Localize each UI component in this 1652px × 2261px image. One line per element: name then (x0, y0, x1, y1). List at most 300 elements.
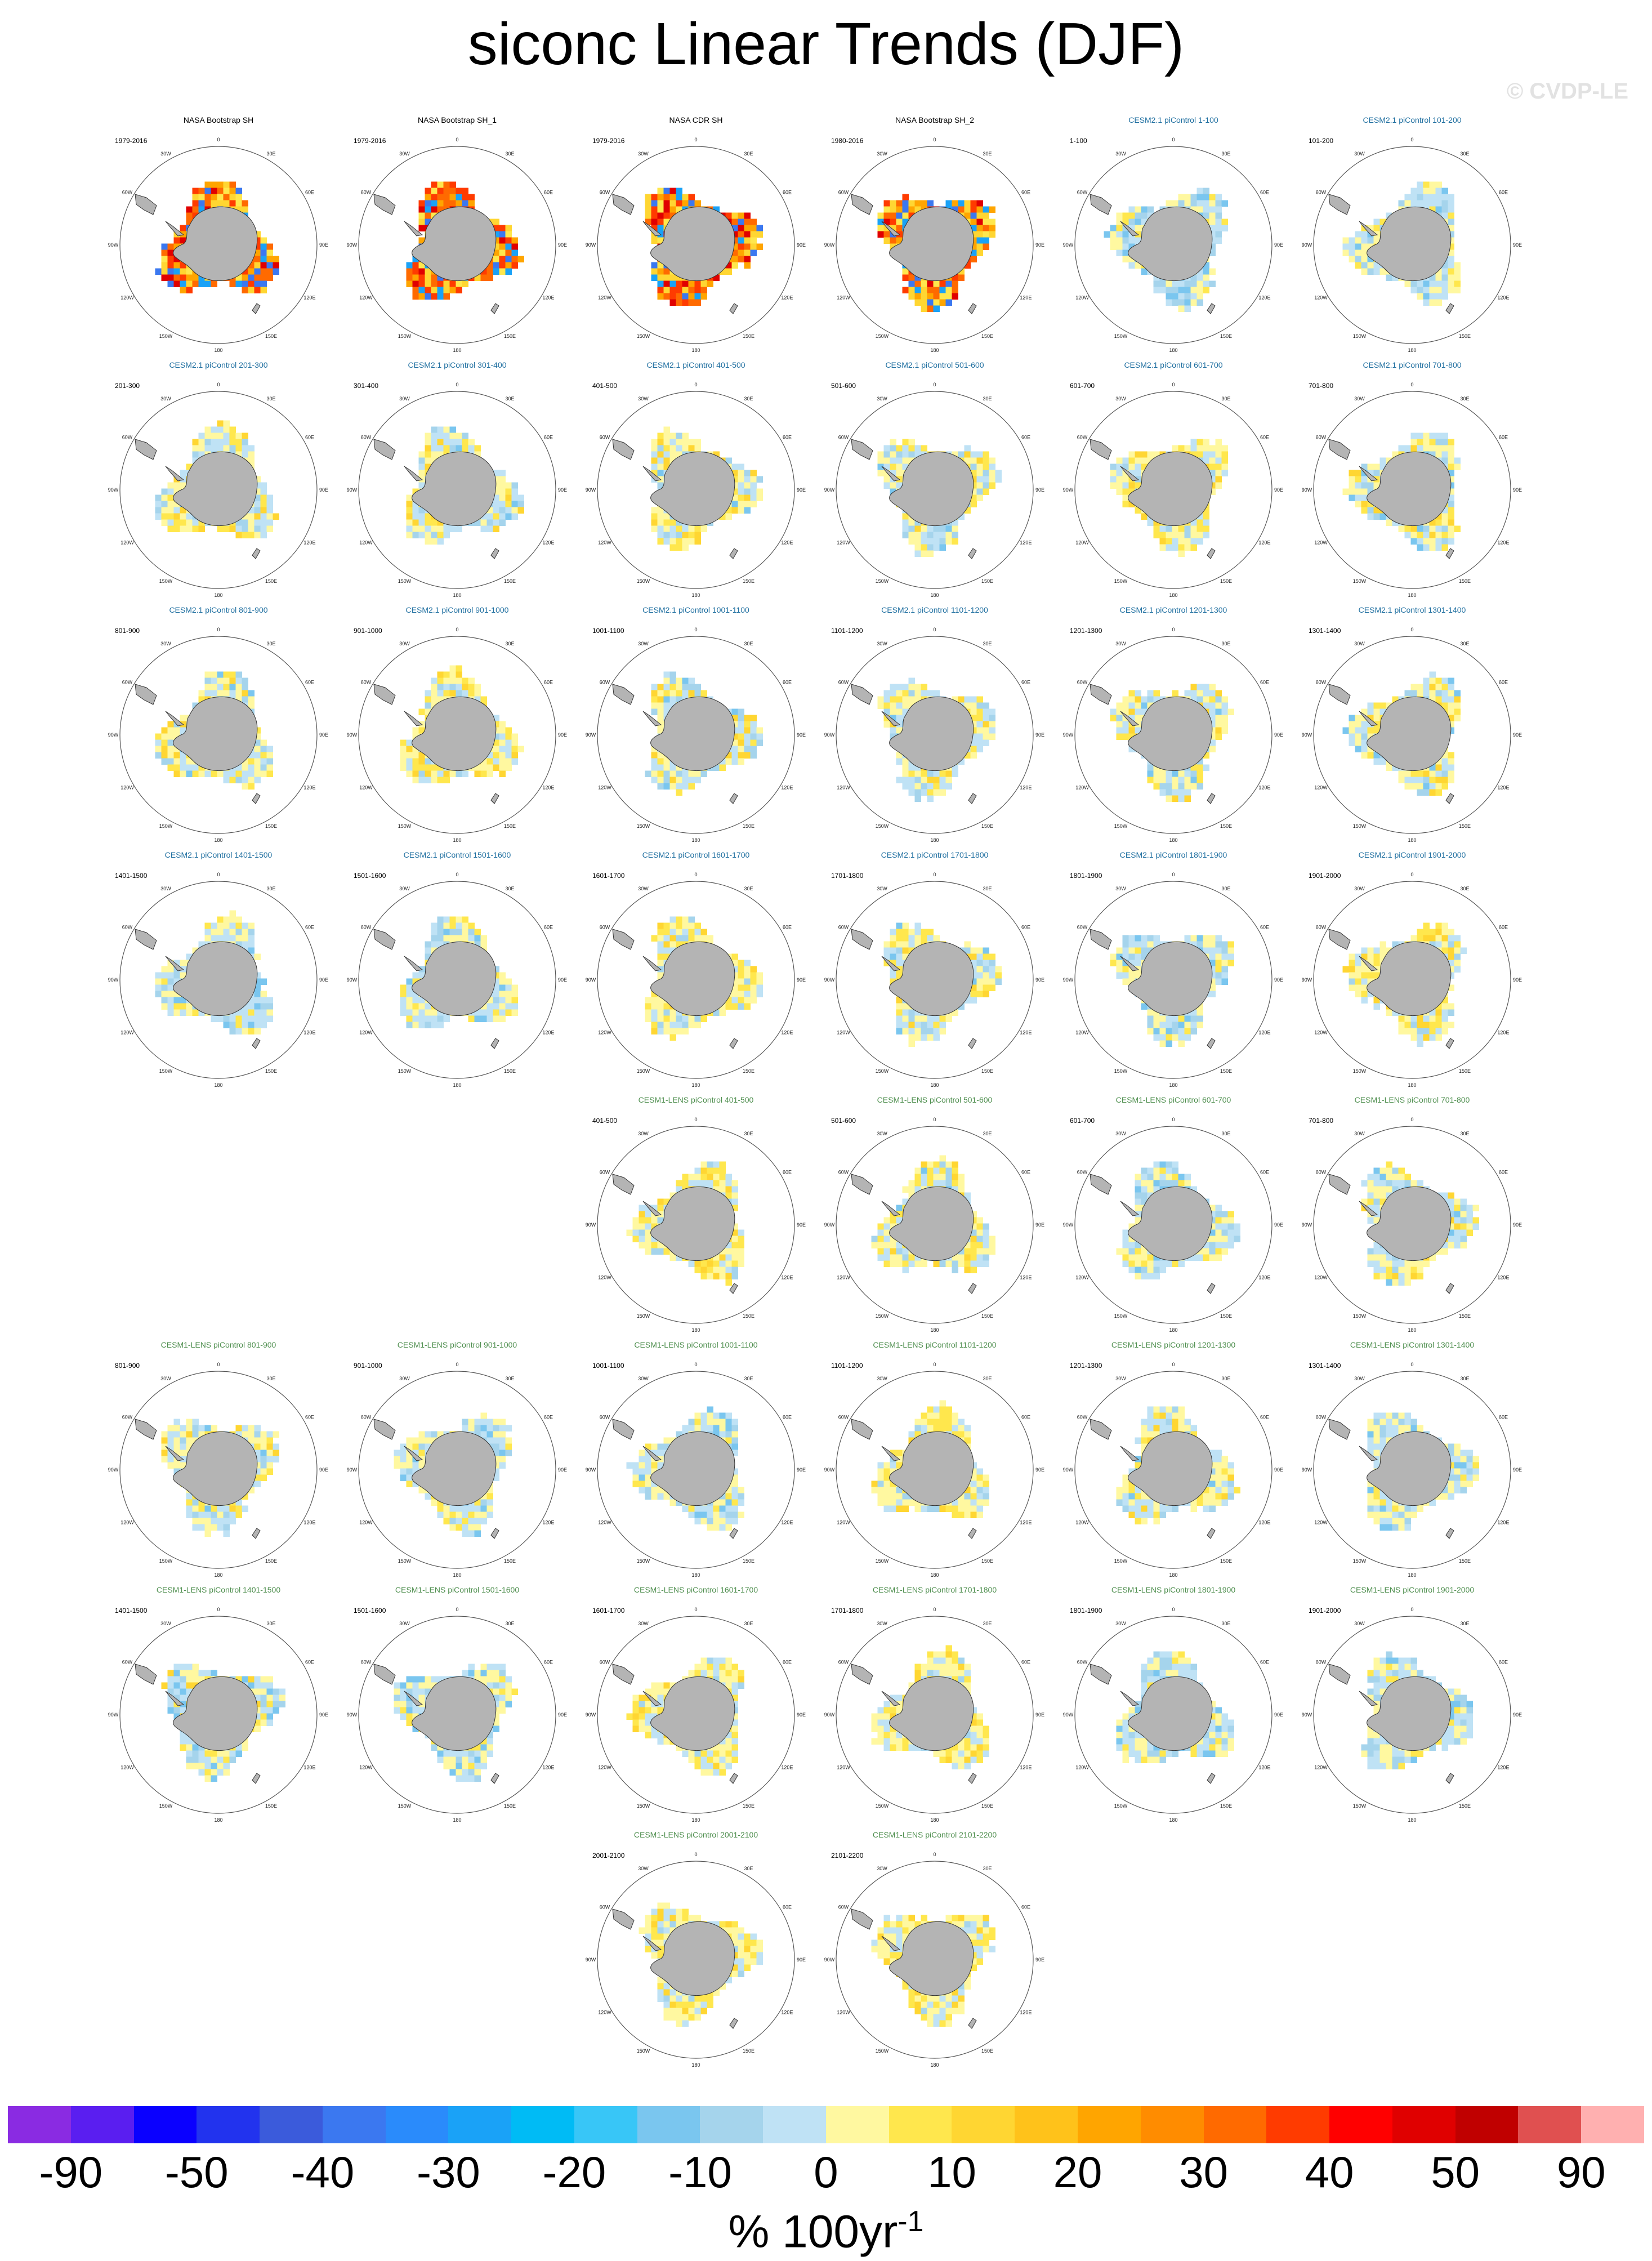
longitude-label: 150E (503, 1803, 516, 1809)
longitude-label: 90W (346, 732, 358, 738)
longitude-label: 120W (1075, 539, 1089, 546)
south-america-tip (1090, 194, 1111, 215)
colorbar-tick-label: 50 (1431, 2147, 1480, 2197)
longitude-label: 60E (305, 1414, 314, 1420)
longitude-label: 30W (160, 1376, 171, 1382)
south-america-tip (1090, 684, 1111, 704)
longitude-label: 150W (159, 578, 173, 584)
longitude-label: 90W (108, 977, 119, 983)
longitude-label: 90W (1062, 242, 1074, 248)
longitude-label: 180 (214, 1817, 223, 1823)
new-zealand (1207, 1528, 1215, 1538)
longitude-label: 0 (1410, 1362, 1414, 1367)
longitude-label: 30E (744, 1131, 753, 1137)
longitude-label: 30E (1221, 886, 1231, 892)
longitude-label: 120W (837, 1029, 850, 1036)
longitude-label: 150E (981, 823, 994, 829)
longitude-label: 120E (1258, 784, 1271, 791)
south-america-tip (613, 1909, 634, 1929)
map-panel (1301, 115, 1522, 353)
panel-title: CESM2.1 piControl 1801-1900 (1119, 850, 1227, 859)
longitude-label: 60E (1260, 434, 1269, 440)
longitude-label: 90W (824, 1222, 835, 1228)
polar-stereographic-map (1301, 1095, 1522, 1333)
longitude-label: 0 (456, 1607, 459, 1612)
longitude-label: 150W (1352, 578, 1367, 584)
longitude-label: 120W (359, 295, 373, 301)
longitude-label: 90E (557, 242, 568, 248)
longitude-label: 180 (214, 1572, 223, 1578)
longitude-label: 90W (585, 1222, 596, 1228)
panel-period-label: 701-800 (1309, 382, 1334, 390)
polar-stereographic-map (585, 1340, 806, 1578)
longitude-label: 150W (398, 578, 412, 584)
longitude-label: 180 (214, 592, 223, 598)
panel-title: CESM1-LENS piControl 1501-1600 (395, 1585, 520, 1594)
longitude-label: 150E (981, 333, 994, 339)
longitude-label: 90W (585, 1957, 596, 1963)
panel-title: CESM2.1 piControl 1201-1300 (1119, 605, 1227, 614)
new-zealand (968, 304, 976, 314)
longitude-label: 120W (120, 295, 134, 301)
longitude-label: 90W (108, 242, 119, 248)
new-zealand (1446, 1283, 1454, 1294)
new-zealand (968, 1038, 976, 1049)
longitude-label: 90W (585, 1712, 596, 1718)
longitude-label: 180 (930, 1572, 939, 1578)
polar-stereographic-map (1062, 605, 1284, 843)
new-zealand (491, 304, 499, 314)
polar-stereographic-map (346, 1340, 568, 1578)
panel-period-label: 1901-2000 (1309, 1607, 1341, 1615)
polar-stereographic-map (346, 1585, 568, 1823)
panel-title: CESM2.1 piControl 201-300 (169, 360, 268, 369)
longitude-label: 30W (1115, 396, 1126, 402)
longitude-label: 120W (1075, 784, 1089, 791)
colorbar-box (763, 2106, 826, 2143)
panel-title: CESM2.1 piControl 1701-1800 (881, 850, 989, 859)
longitude-label: 120W (598, 2009, 611, 2015)
polar-stereographic-map (1301, 1585, 1522, 1823)
longitude-label: 0 (1410, 627, 1414, 632)
panel-period-label: 1301-1400 (1309, 1362, 1341, 1370)
longitude-label: 120E (1258, 1764, 1271, 1771)
longitude-label: 150W (398, 1068, 412, 1074)
longitude-label: 30E (744, 1866, 753, 1872)
polar-stereographic-map (585, 1585, 806, 1823)
longitude-label: 120W (120, 1029, 134, 1036)
longitude-label: 60W (838, 189, 849, 195)
colorbar-tick-label: -90 (39, 2147, 103, 2197)
longitude-label: 150E (265, 823, 278, 829)
new-zealand (252, 793, 260, 804)
panel-period-label: 901-1000 (354, 1362, 382, 1370)
map-panel (1062, 1340, 1284, 1578)
longitude-label: 150E (981, 578, 994, 584)
panel-title: CESM2.1 piControl 1001-1100 (642, 605, 749, 614)
polar-stereographic-map (1062, 1585, 1284, 1823)
longitude-label: 30E (744, 396, 753, 402)
longitude-label: 60E (1021, 1904, 1030, 1910)
longitude-label: 150W (1114, 1803, 1128, 1809)
longitude-label: 90W (346, 977, 358, 983)
longitude-label: 0 (933, 1852, 936, 1857)
polar-stereographic-map (346, 850, 568, 1088)
longitude-label: 60E (543, 434, 553, 440)
longitude-label: 150W (1114, 1313, 1128, 1319)
longitude-label: 120E (303, 784, 316, 791)
longitude-label: 0 (1172, 137, 1175, 142)
panel-period-label: 501-600 (831, 382, 856, 390)
longitude-label: 30E (266, 641, 276, 647)
new-zealand (1207, 1283, 1215, 1294)
south-america-tip (374, 439, 395, 460)
longitude-label: 90E (796, 977, 806, 983)
panel-title: CESM2.1 piControl 901-1000 (405, 605, 509, 614)
longitude-label: 60W (1315, 679, 1327, 685)
map-panel (824, 1830, 1045, 2068)
colorbar-box (1392, 2106, 1455, 2143)
longitude-label: 90E (1035, 1222, 1045, 1228)
longitude-label: 30E (266, 151, 276, 157)
longitude-label: 180 (1408, 1817, 1417, 1823)
panel-title: CESM1-LENS piControl 901-1000 (397, 1340, 517, 1349)
longitude-label: 90E (319, 1712, 329, 1718)
longitude-label: 0 (933, 382, 936, 387)
longitude-label: 30E (1460, 396, 1470, 402)
longitude-label: 60E (1260, 924, 1269, 930)
longitude-label: 30E (983, 1376, 992, 1382)
south-america-tip (613, 929, 634, 949)
longitude-label: 60W (360, 434, 372, 440)
polar-stereographic-map (1062, 1095, 1284, 1333)
longitude-label: 90E (557, 487, 568, 493)
longitude-label: 120E (1020, 1029, 1032, 1036)
longitude-label: 60E (1260, 1169, 1269, 1175)
longitude-label: 120E (1020, 1519, 1032, 1526)
longitude-label: 90E (1512, 1712, 1522, 1718)
panel-period-label: 1801-1900 (1070, 872, 1102, 880)
longitude-label: 120E (781, 1274, 793, 1281)
longitude-label: 60W (1077, 1169, 1088, 1175)
panel-title: NASA CDR SH (669, 115, 723, 124)
longitude-label: 30E (1221, 151, 1231, 157)
longitude-label: 120E (1497, 1274, 1510, 1281)
longitude-label: 90W (1301, 1712, 1312, 1718)
longitude-label: 120E (542, 1029, 555, 1036)
longitude-label: 30W (1115, 1376, 1126, 1382)
polar-stereographic-map (1062, 1340, 1284, 1578)
colorbar-box (1078, 2106, 1141, 2143)
longitude-label: 180 (691, 2062, 700, 2068)
new-zealand (252, 304, 260, 314)
south-america-tip (1090, 1664, 1111, 1684)
longitude-label: 30E (983, 1866, 992, 1872)
longitude-label: 120W (1075, 1274, 1089, 1281)
longitude-label: 150W (1114, 1068, 1128, 1074)
longitude-label: 180 (691, 347, 700, 353)
longitude-label: 30E (1221, 641, 1231, 647)
south-america-tip (613, 194, 634, 215)
longitude-label: 150E (265, 333, 278, 339)
colorbar-labels (8, 2147, 1644, 2203)
longitude-label: 120W (837, 295, 850, 301)
longitude-label: 150E (1220, 1313, 1233, 1319)
longitude-label: 60E (1260, 1414, 1269, 1420)
longitude-label: 0 (694, 1117, 698, 1122)
longitude-label: 90E (796, 487, 806, 493)
longitude-label: 120E (1258, 539, 1271, 546)
longitude-label: 30E (744, 1621, 753, 1627)
longitude-label: 60W (838, 679, 849, 685)
longitude-label: 60E (782, 1414, 792, 1420)
map-panel (1062, 115, 1284, 353)
longitude-label: 180 (453, 1817, 462, 1823)
longitude-label: 60E (1498, 434, 1508, 440)
longitude-label: 60W (122, 434, 133, 440)
longitude-label: 90W (824, 1957, 835, 1963)
polar-stereographic-map (1301, 115, 1522, 353)
colorbar-tick-label: 0 (814, 2147, 838, 2197)
longitude-label: 90E (319, 242, 329, 248)
polar-stereographic-map (585, 1095, 806, 1333)
longitude-label: 0 (694, 872, 698, 877)
longitude-label: 120W (1314, 295, 1328, 301)
longitude-label: 120W (359, 1764, 373, 1771)
longitude-label: 90W (824, 732, 835, 738)
longitude-label: 30W (1354, 396, 1365, 402)
panel-title: CESM1-LENS piControl 1301-1400 (1350, 1340, 1475, 1349)
longitude-label: 60W (599, 1169, 610, 1175)
map-panel (346, 850, 568, 1088)
longitude-label: 30E (744, 886, 753, 892)
map-panel (824, 1585, 1045, 1823)
panel-period-label: 1101-1200 (831, 1362, 863, 1370)
longitude-label: 180 (1408, 1572, 1417, 1578)
longitude-label: 120E (781, 1519, 793, 1526)
longitude-label: 0 (1172, 627, 1175, 632)
longitude-label: 180 (1408, 347, 1417, 353)
new-zealand (1446, 793, 1454, 804)
longitude-label: 0 (1410, 872, 1414, 877)
panel-title: CESM2.1 piControl 1301-1400 (1358, 605, 1466, 614)
longitude-label: 120W (120, 539, 134, 546)
panel-period-label: 801-900 (115, 1362, 140, 1370)
longitude-label: 60E (305, 1659, 314, 1665)
south-america-tip (613, 439, 634, 460)
map-panel (1062, 1095, 1284, 1333)
longitude-label: 90W (1301, 242, 1312, 248)
colorbar-tick-label: 30 (1179, 2147, 1228, 2197)
longitude-label: 0 (694, 627, 698, 632)
new-zealand (252, 548, 260, 559)
longitude-label: 30W (160, 396, 171, 402)
longitude-label: 120W (120, 784, 134, 791)
longitude-label: 30E (505, 396, 515, 402)
longitude-label: 120W (598, 539, 611, 546)
longitude-label: 60E (1498, 679, 1508, 685)
longitude-label: 90W (108, 732, 119, 738)
longitude-label: 120W (1075, 1519, 1089, 1526)
map-panel (346, 605, 568, 843)
longitude-label: 0 (217, 627, 220, 632)
longitude-label: 60W (599, 924, 610, 930)
longitude-label: 150W (636, 578, 650, 584)
panel-period-label: 1801-1900 (1070, 1607, 1102, 1615)
colorbar-box (1015, 2106, 1078, 2143)
longitude-label: 60E (1498, 924, 1508, 930)
panel-title: CESM1-LENS piControl 1801-1900 (1111, 1585, 1236, 1594)
longitude-label: 150W (1352, 823, 1367, 829)
new-zealand (491, 1528, 499, 1538)
map-panel (346, 1585, 568, 1823)
south-america-tip (135, 1419, 157, 1439)
new-zealand (1207, 1773, 1215, 1783)
longitude-label: 150E (1220, 578, 1233, 584)
panel-title: CESM2.1 piControl 1-100 (1128, 115, 1218, 124)
longitude-label: 60E (782, 434, 792, 440)
panel-title: NASA Bootstrap SH (183, 115, 254, 124)
new-zealand (968, 1773, 976, 1783)
longitude-label: 90E (1274, 1222, 1284, 1228)
map-panel (824, 1340, 1045, 1578)
longitude-label: 60E (1021, 679, 1030, 685)
longitude-label: 60E (1021, 1169, 1030, 1175)
panel-title: CESM1-LENS piControl 1101-1200 (873, 1340, 997, 1349)
longitude-label: 0 (1172, 872, 1175, 877)
longitude-label: 150E (1458, 578, 1471, 584)
longitude-label: 180 (214, 837, 223, 843)
south-america-tip (851, 684, 873, 704)
longitude-label: 90E (1274, 732, 1284, 738)
longitude-label: 0 (694, 1607, 698, 1612)
longitude-label: 120E (1020, 2009, 1032, 2015)
longitude-label: 60E (543, 924, 553, 930)
watermark: © CVDP-LE (1506, 79, 1628, 104)
colorbar-tick-label: 10 (927, 2147, 976, 2197)
longitude-label: 150W (398, 333, 412, 339)
longitude-label: 90W (824, 1712, 835, 1718)
longitude-label: 0 (217, 137, 220, 142)
longitude-label: 90E (1035, 1712, 1045, 1718)
antarctic-peninsula (404, 956, 422, 971)
longitude-label: 30W (638, 641, 649, 647)
longitude-label: 90E (557, 1467, 568, 1473)
longitude-label: 90E (1035, 1957, 1045, 1963)
longitude-label: 150W (1352, 1313, 1367, 1319)
map-panel (585, 1830, 806, 2068)
panel-title: CESM2.1 piControl 1401-1500 (164, 850, 273, 859)
longitude-label: 0 (217, 1607, 220, 1612)
polar-stereographic-map (108, 1585, 329, 1823)
panel-period-label: 1601-1700 (592, 1607, 625, 1615)
longitude-label: 60E (782, 189, 792, 195)
south-america-tip (374, 929, 395, 949)
longitude-label: 120W (598, 295, 611, 301)
longitude-label: 90E (1274, 1712, 1284, 1718)
new-zealand (1207, 304, 1215, 314)
colorbar-units-exponent: -1 (898, 2205, 924, 2238)
longitude-label: 60W (122, 189, 133, 195)
longitude-label: 60W (599, 679, 610, 685)
longitude-label: 180 (1408, 1082, 1417, 1088)
longitude-label: 30W (1354, 641, 1365, 647)
longitude-label: 60E (1498, 189, 1508, 195)
longitude-label: 60E (1021, 1659, 1030, 1665)
south-america-tip (1329, 439, 1350, 460)
longitude-label: 30W (877, 1621, 887, 1627)
longitude-label: 60W (122, 1414, 133, 1420)
south-america-tip (135, 929, 157, 949)
longitude-label: 60W (599, 434, 610, 440)
longitude-label: 120E (1020, 784, 1032, 791)
longitude-label: 120W (837, 2009, 850, 2015)
south-america-tip (851, 439, 873, 460)
longitude-label: 90W (585, 242, 596, 248)
map-panel (585, 1095, 806, 1333)
longitude-label: 120W (837, 1764, 850, 1771)
longitude-label: 90E (1035, 487, 1045, 493)
longitude-label: 150E (981, 1068, 994, 1074)
longitude-label: 150E (742, 823, 755, 829)
longitude-label: 120E (542, 1519, 555, 1526)
longitude-label: 120W (359, 784, 373, 791)
longitude-label: 150E (1220, 333, 1233, 339)
longitude-label: 120W (837, 539, 850, 546)
longitude-label: 180 (1169, 1817, 1178, 1823)
longitude-label: 150E (503, 578, 516, 584)
panel-title: NASA Bootstrap SH_2 (895, 115, 975, 124)
longitude-label: 150W (159, 1068, 173, 1074)
longitude-label: 120E (303, 1029, 316, 1036)
longitude-label: 90W (1062, 977, 1074, 983)
longitude-label: 60W (122, 1659, 133, 1665)
south-america-tip (1329, 684, 1350, 704)
south-america-tip (135, 439, 157, 460)
longitude-label: 30W (638, 1866, 649, 1872)
longitude-label: 180 (930, 1082, 939, 1088)
longitude-label: 90E (1035, 1467, 1045, 1473)
longitude-label: 150W (159, 1803, 173, 1809)
longitude-label: 60E (782, 1169, 792, 1175)
longitude-label: 120E (542, 295, 555, 301)
panel-period-label: 1601-1700 (592, 872, 625, 880)
longitude-label: 90E (796, 1222, 806, 1228)
longitude-label: 90W (1301, 1467, 1312, 1473)
longitude-label: 0 (217, 872, 220, 877)
longitude-label: 0 (1172, 1362, 1175, 1367)
longitude-label: 30W (1354, 1376, 1365, 1382)
polar-stereographic-map (1301, 605, 1522, 843)
south-america-tip (851, 194, 873, 215)
panel-title: CESM1-LENS piControl 1601-1700 (633, 1585, 758, 1594)
longitude-label: 180 (930, 592, 939, 598)
longitude-label: 30W (638, 151, 649, 157)
longitude-label: 90E (557, 1712, 568, 1718)
longitude-label: 30W (638, 886, 649, 892)
colorbar (8, 2106, 1644, 2143)
south-america-tip (851, 1174, 873, 1194)
longitude-label: 150E (1220, 1558, 1233, 1564)
polar-stereographic-map (1301, 360, 1522, 598)
longitude-label: 60W (838, 1659, 849, 1665)
colorbar-box (323, 2106, 386, 2143)
polar-stereographic-map (585, 850, 806, 1088)
polar-stereographic-map (824, 1830, 1045, 2068)
longitude-label: 60E (782, 1904, 792, 1910)
longitude-label: 90W (1062, 1712, 1074, 1718)
map-panel (585, 850, 806, 1088)
